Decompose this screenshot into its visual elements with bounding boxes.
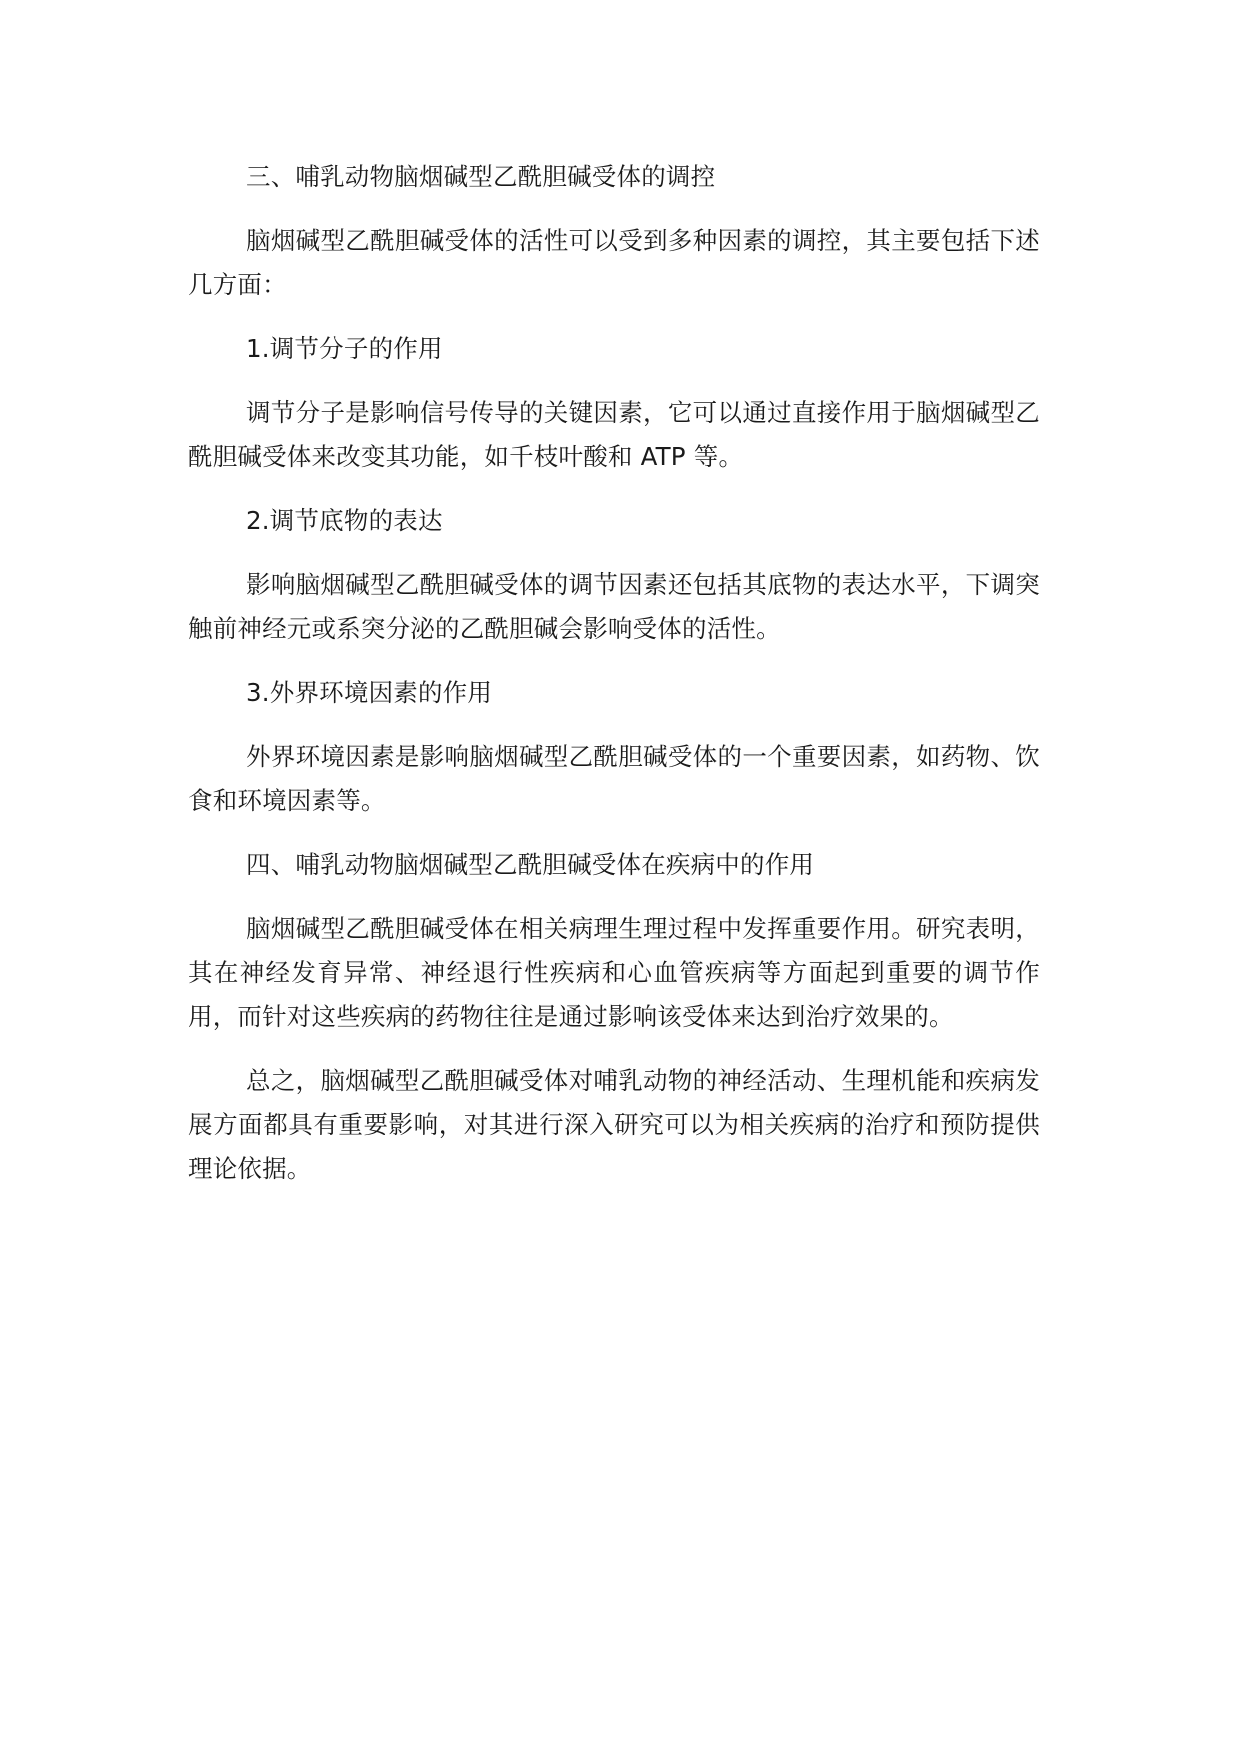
subheading-3: 3.外界环境因素的作用 (246, 678, 493, 707)
paragraph-conclusion: 总之，脑烟碱型乙酰胆碱受体对哺乳动物的神经活动、生理机能和疾病发展方面都具有重要影响，对其进行深入研究可以为相关疾病的治疗和预防提供理论依据。 (188, 1066, 1040, 1183)
paragraph-regulatory-molecules: 调节分子是影响信号传导的关键因素，它可以通过直接作用于脑烟碱型乙酰胆碱受体来改变其功能，如千枝叶酸和 ATP 等。 (188, 398, 1040, 471)
document-body (188, 155, 1040, 1211)
subheading-2: 2.调节底物的表达 (246, 506, 443, 535)
paragraph-substrate-expression: 影响脑烟碱型乙酰胆碱受体的调节因素还包括其底物的表达水平，下调突触前神经元或系突分泌的乙酰胆碱会影响受体的活性。 (188, 570, 1040, 643)
paragraph-disease-role: 脑烟碱型乙酰胆碱受体在相关病理生理过程中发挥重要作用。研究表明，其在神经发育异常、神经退行性疾病和心血管疾病等方面起到重要的调节作用，而针对这些疾病的药物往往是通过影响该受体来达到治疗效果的。 (188, 914, 1040, 1031)
paragraph-environment: 外界环境因素是影响脑烟碱型乙酰胆碱受体的一个重要因素，如药物、饮食和环境因素等。 (188, 742, 1040, 815)
section-heading-4: 四、哺乳动物脑烟碱型乙酰胆碱受体在疾病中的作用 (246, 850, 815, 879)
subheading-1: 1.调节分子的作用 (246, 334, 443, 363)
paragraph-regulation-intro: 脑烟碱型乙酰胆碱受体的活性可以受到多种因素的调控，其主要包括下述几方面： (188, 226, 1040, 299)
section-heading-3: 三、哺乳动物脑烟碱型乙酰胆碱受体的调控 (246, 162, 716, 191)
